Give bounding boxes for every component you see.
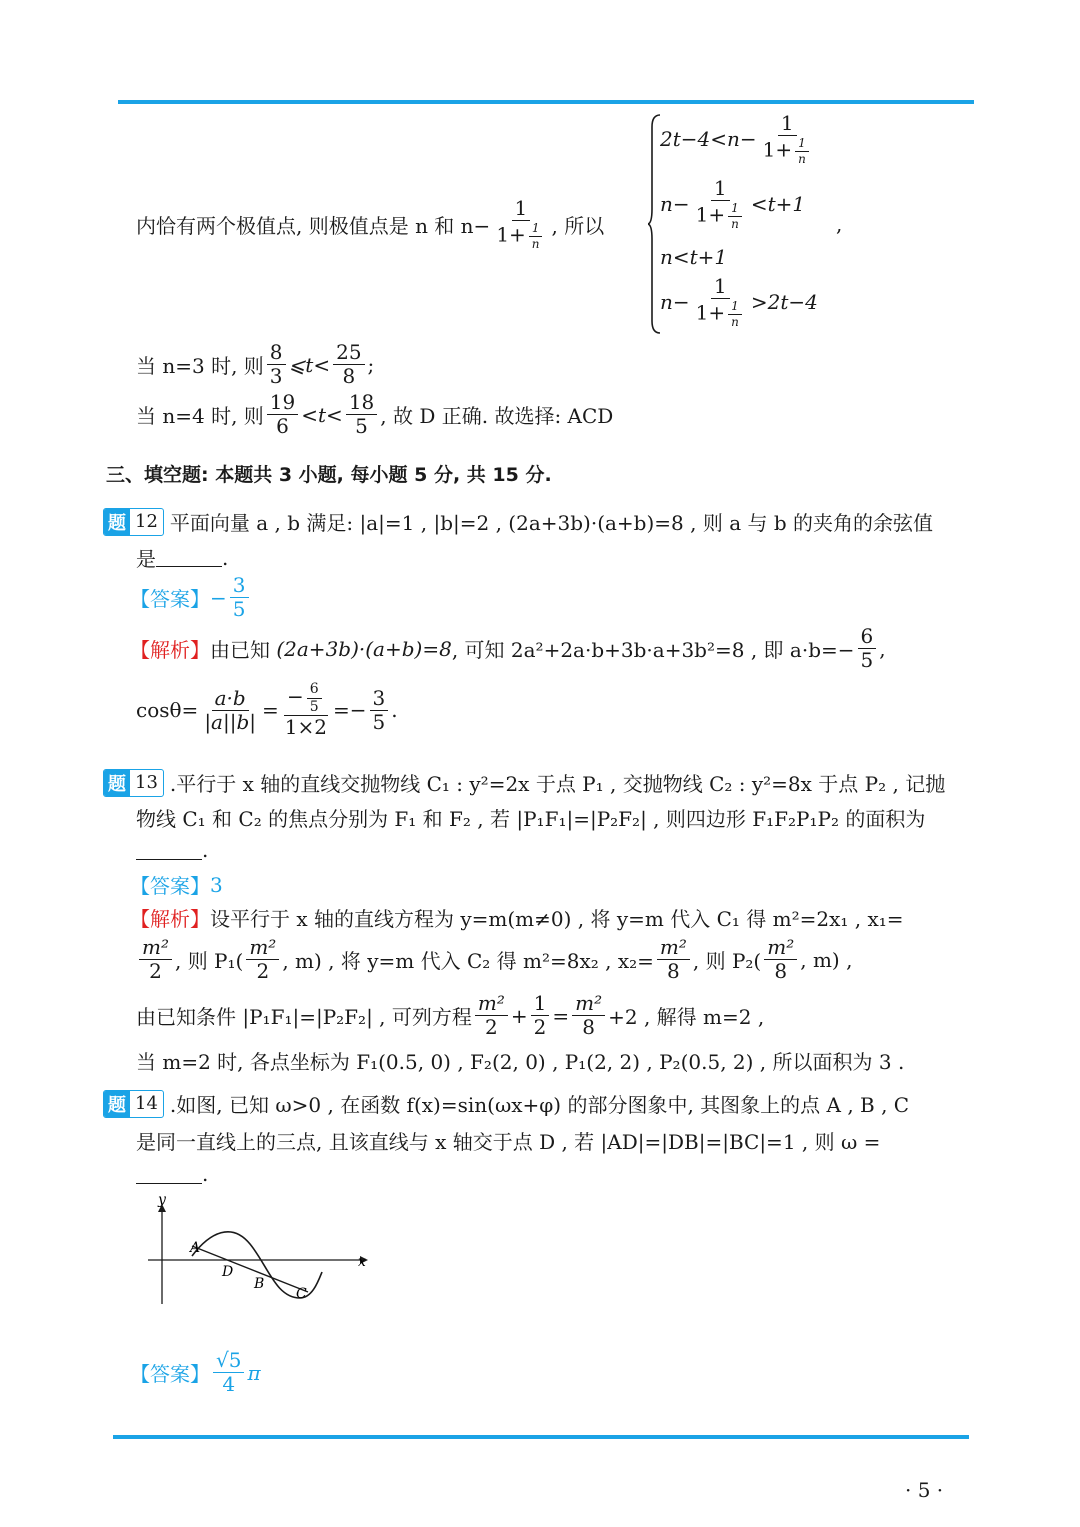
- q13-line-1: 题 13 .平行于 x 轴的直线交抛物线 C₁ : y²=2x 于点 P₁ , 交抛物线 C₂ : y²=8x 于点 P₂ , 记抛: [103, 768, 945, 797]
- system-row-3: n<t+1: [660, 245, 728, 269]
- q13-line-3: .: [136, 838, 208, 862]
- section-heading: 三、填空题: 本题共 3 小题, 每小题 5 分, 共 15 分.: [106, 464, 552, 486]
- point-label-c: C: [296, 1286, 307, 1302]
- system-comma: ,: [836, 212, 843, 236]
- system-row-1: 2t−4<n− 1 1+ $\frac{1}{n}$: [660, 113, 818, 165]
- question-tag: 题 13: [103, 769, 164, 797]
- q13-analysis-4: 当 m=2 时, 各点坐标为 F₁(0.5, 0) , F₂(2, 0) , P₁(2, 2) , P₂(0.5, 2) , 所以面积为 3 .: [136, 1050, 905, 1074]
- answer-blank: [156, 548, 222, 567]
- header-rule: [118, 100, 974, 104]
- q12-analysis-2: cosθ= $\frac{a\cdot b}{|a||b|}$ = − $\frac{6}{5}$ 1×2 =− $\frac{3}{5}$ .: [136, 681, 398, 740]
- q14-line-1: 题 14 .如图, 已知 ω>0 , 在函数 f(x)=sin(ωx+φ) 的部分图象中, 其图象上的点 A , B , C: [103, 1089, 909, 1118]
- point-label-b: B: [254, 1276, 265, 1292]
- system-row-4: n− 1 1+ $\frac{1}{n}$ >2t−4: [660, 274, 818, 329]
- sine-graph-figure: [140, 1192, 380, 1312]
- q13-analysis-1: 【解析】 设平行于 x 轴的直线方程为 y=m(m≠0) , 将 y=m 代入 C₁ 得 m²=2x₁ , x₁=: [130, 907, 904, 931]
- q12-line-2: 是 .: [136, 545, 229, 571]
- point-label-a: A: [190, 1240, 201, 1256]
- case-n4: 当 n=4 时, 则 $\frac{19}{6}$ <t< $\frac{18}{5}$ , 故 D 正确. 故选择: ACD: [136, 390, 614, 438]
- q12-answer: 【答案】 − $\frac{3}{5}$: [130, 575, 252, 620]
- q12-analysis-1: 【解析】 由已知 (2a+3b)·(a+b)=8 , 可知 2a²+2a·b+3b·a+3b²=8 , 即 a·b=− $\frac{6}{5}$ ,: [130, 624, 886, 672]
- answer-blank: [136, 1165, 202, 1184]
- q14-line-3: .: [136, 1162, 208, 1186]
- answer-blank: [136, 841, 202, 860]
- axis-label-x: x: [358, 1254, 366, 1270]
- fraction: 1 1+ $\frac{1}{n}$: [493, 198, 548, 250]
- axis-label-y: y: [158, 1192, 166, 1208]
- q14-answer: 【答案】 $\frac{√5}{4}$ π: [130, 1348, 261, 1396]
- point-label-d: D: [222, 1264, 234, 1280]
- footer-rule: [113, 1435, 969, 1439]
- cont-line-1: 内恰有两个极值点, 则极值点是 n 和 n− 1 1+ $\frac{1}{n}$ , 所以: [136, 196, 605, 251]
- q13-answer: 【答案】 3: [130, 872, 223, 898]
- q13-analysis-3: 由已知条件 |P₁F₁|=|P₂F₂| , 可列方程 $\frac{\text{m²}}{2}$ + $\frac{1}{2}$ = $\frac{\text{m²}}{8}$ +2 , 解得 m=2 ,: [136, 991, 765, 1039]
- page-number: · 5 ·: [905, 1478, 944, 1502]
- q12-line-1: 题 12 平面向量 a , b 满足: |a|=1 , |b|=2 , (2a+3b)·(a+b)=8 , 则 a 与 b 的夹角的余弦值: [103, 507, 933, 536]
- case-n3: 当 n=3 时, 则 $\frac{8}{3}$ ⩽t< $\frac{25}{8}$ ;: [136, 340, 375, 388]
- question-tag: 题 14: [103, 1090, 164, 1118]
- question-tag: 题 12: [103, 508, 164, 536]
- q13-line-2: 物线 C₁ 和 C₂ 的焦点分别为 F₁ 和 F₂ , 若 |P₁F₁|=|P₂F₂| , 则四边形 F₁F₂P₁P₂ 的面积为: [136, 807, 926, 831]
- system-row-2: n− 1 1+ $\frac{1}{n}$ <t+1: [660, 176, 806, 231]
- q14-line-2: 是同一直线上的三点, 且该直线与 x 轴交于点 D , 若 |AD|=|DB|=|BC|=1 , 则 ω =: [136, 1130, 881, 1154]
- q13-analysis-2: $\frac{\text{m²}}{2}$ , 则 P₁( $\frac{\text{m²}}{2}$ , m) , 将 y=m 代入 C₂ 得 m²=8x₂ , x₂= $\frac{\text{m²}}{8}$ , 则 P₂( $\frac{\text{m²}}{8}$ , m) ,: [136, 937, 852, 982]
